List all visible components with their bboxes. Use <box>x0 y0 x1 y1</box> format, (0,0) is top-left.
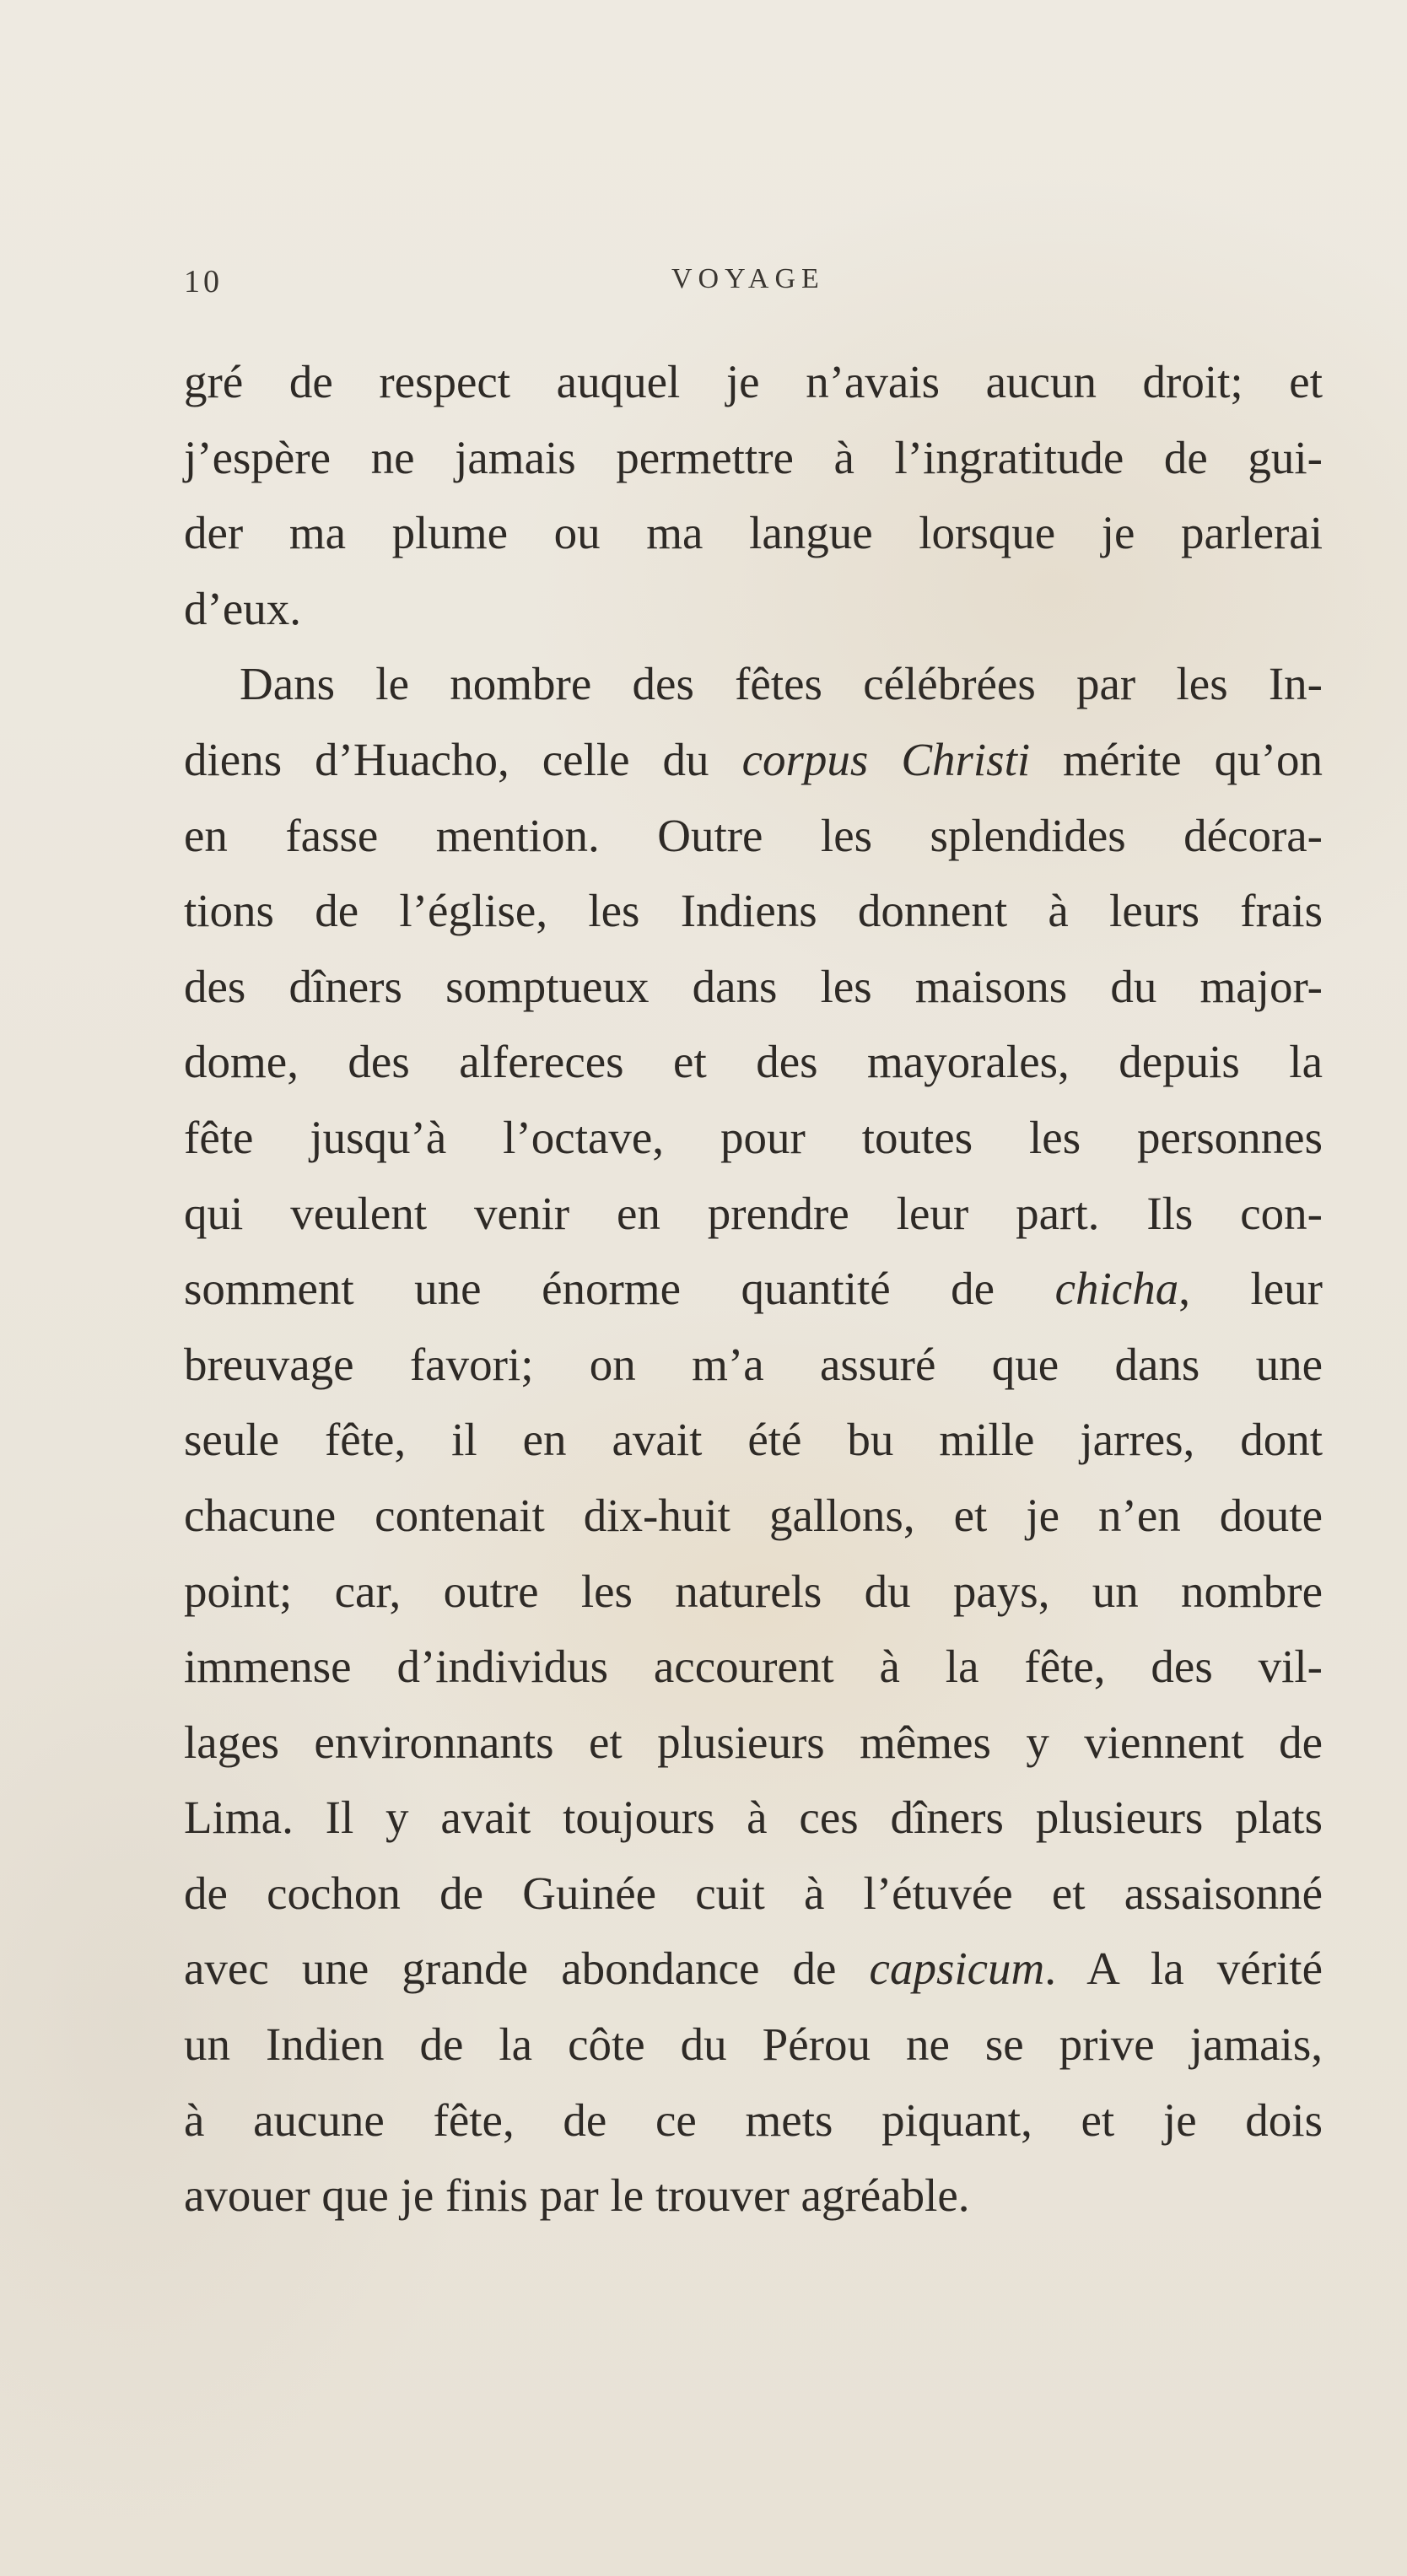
text-segment: mérite qu’on <box>1030 733 1323 785</box>
text-segment: diens d’Huacho, celle du <box>184 733 742 785</box>
text-line <box>184 722 1323 798</box>
text-segment: somment une énorme quantité de <box>184 1263 1055 1315</box>
text-line: gré de respect auquel je n’avais aucun droit; et <box>184 356 1323 407</box>
text-line: breuvage favori; on m’a assuré que dans une <box>184 1338 1323 1390</box>
text-line <box>184 1251 1323 1327</box>
paragraph-1 <box>184 344 1323 646</box>
text-segment: . A la vérité <box>1044 1943 1323 1995</box>
text-line: Lima. Il y avait toujours à ces dîners plusieurs plats <box>184 1792 1323 1844</box>
italic-term-corpus-christi: corpus Christi <box>741 733 1031 785</box>
text-line: qui veulent venir en prendre leur part. Ils con- <box>184 1187 1323 1239</box>
text-line: seule fête, il en avait été bu mille jarres, dont <box>184 1414 1323 1466</box>
text-line: der ma plume ou ma langue lorsque je parlerai <box>184 507 1323 559</box>
text-line: en fasse mention. Outre les splendides décora- <box>184 809 1323 861</box>
text-line: de cochon de Guinée cuit à l’étuvée et assaisonné <box>184 1867 1323 1919</box>
italic-term-capsicum: capsicum <box>869 1943 1045 1995</box>
text-line: avouer que je finis par le trouver agréable. <box>184 2169 970 2222</box>
text-line: point; car, outre les naturels du pays, un nombre <box>184 1565 1323 1617</box>
text-line: chacune contenait dix-huit gallons, et je n’en doute <box>184 1489 1323 1541</box>
text-line <box>184 1931 1323 2007</box>
text-line: Dans le nombre des fêtes célébrées par les In- <box>240 658 1323 710</box>
text-line: lages environnants et plusieurs mêmes y viennent de <box>184 1716 1323 1768</box>
running-head: VOYAGE <box>671 263 825 294</box>
text-line: un Indien de la côte du Pérou ne se prive jamais, <box>184 2018 1323 2071</box>
text-line: à aucune fête, de ce mets piquant, et je dois <box>184 2094 1323 2146</box>
page-number: 10 <box>184 264 223 299</box>
text-line: des dîners somptueux dans les maisons du major- <box>184 960 1323 1012</box>
text-line: j’espère ne jamais permettre à l’ingratitude de gui- <box>184 431 1323 483</box>
paragraph-2 <box>184 646 1323 2233</box>
page-header <box>184 263 1323 305</box>
text-line: dome, des alfereces et des mayorales, depuis la <box>184 1036 1323 1088</box>
text-segment: , leur <box>1178 1263 1323 1315</box>
italic-term-chicha: chicha <box>1054 1263 1179 1315</box>
text-line: fête jusqu’à l’octave, pour toutes les personnes <box>184 1111 1323 1163</box>
body-text <box>184 344 1323 2234</box>
text-line: tions de l’église, les Indiens donnent à leurs frais <box>184 885 1323 937</box>
text-segment: avec une grande abondance de <box>184 1943 870 1995</box>
text-line: d’eux. <box>184 582 301 634</box>
text-line: immense d’individus accourent à la fête, des vil- <box>184 1641 1323 1693</box>
